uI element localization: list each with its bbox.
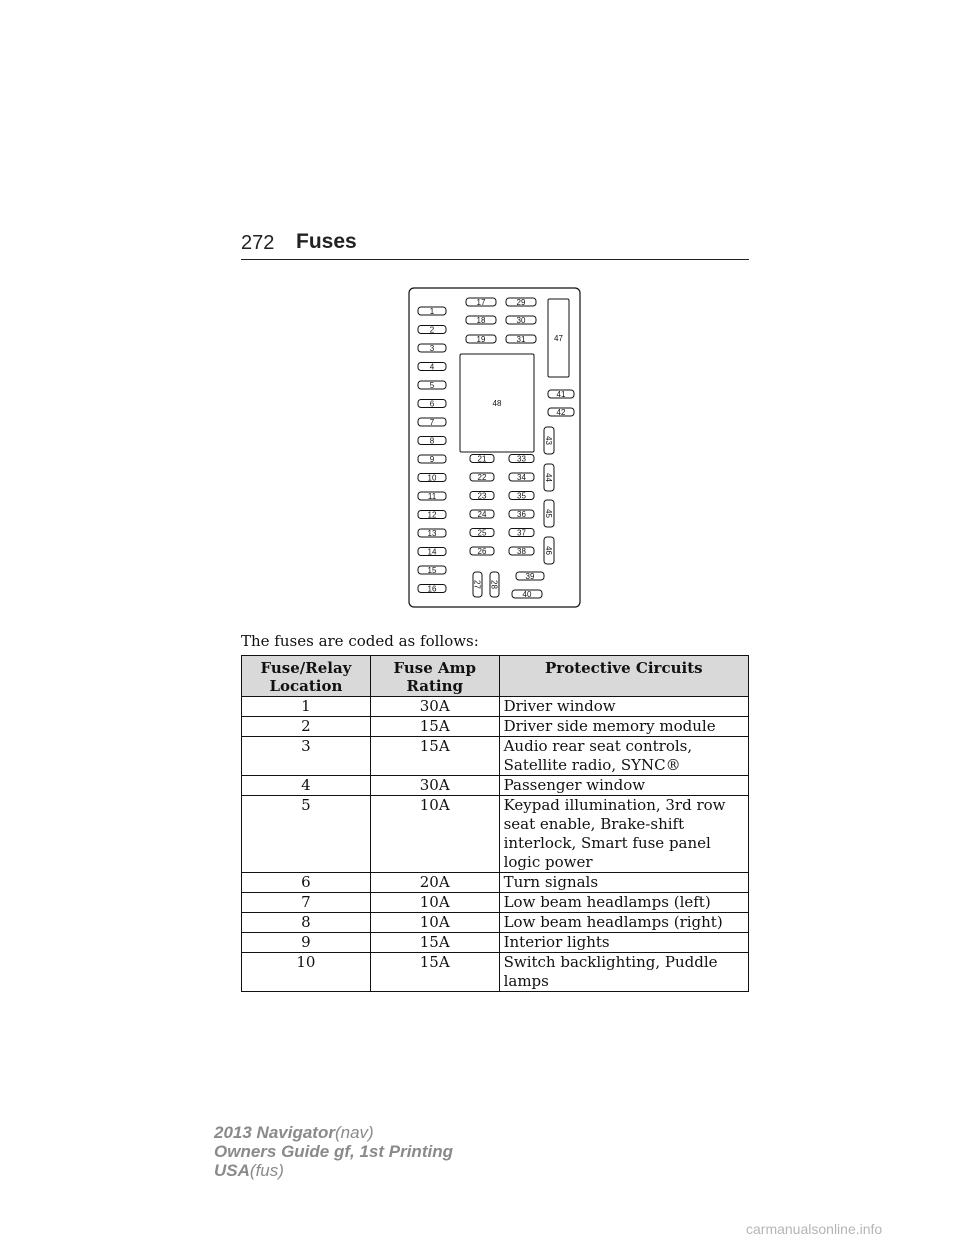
fuse-45 [544, 500, 554, 527]
footer-line-3 [214, 1161, 453, 1180]
header-rating: Fuse Amp Rating [370, 656, 499, 697]
fuse-label: 13 [427, 529, 437, 538]
fuse-label: 48 [492, 399, 502, 408]
table-row [242, 873, 749, 893]
fuse-label: 34 [517, 473, 526, 482]
fuse-label: 41 [556, 390, 566, 399]
fuse-38 [509, 547, 534, 556]
fuse-15 [418, 566, 446, 575]
cell-rating: 15A [370, 953, 499, 992]
footer-line-1 [214, 1123, 453, 1142]
cell-location: 7 [242, 893, 371, 913]
cell-circuits: Interior lights [499, 933, 748, 953]
fuse-label: 11 [427, 492, 437, 501]
fuse-table [241, 655, 749, 992]
intro-text: The fuses are coded as follows: [241, 632, 479, 650]
table-row [242, 776, 749, 796]
fuse-label: 8 [429, 436, 435, 446]
cell-location: 6 [242, 873, 371, 893]
fuse-label: 30 [516, 316, 526, 325]
cell-circuits: Low beam headlamps (left) [499, 893, 748, 913]
fuse-label: 19 [476, 335, 486, 344]
table-row [242, 796, 749, 873]
fuse-4 [418, 363, 446, 372]
fuse-34 [509, 473, 534, 482]
fuse-16 [418, 585, 446, 594]
fuse-label: 6 [429, 399, 435, 409]
cell-location: 4 [242, 776, 371, 796]
footer-line-2 [214, 1142, 453, 1161]
fuse-44 [544, 464, 554, 491]
fuse-7 [418, 418, 446, 427]
fuse-label: 4 [429, 362, 435, 372]
fuse-label: 25 [477, 528, 487, 538]
fuse-11 [418, 492, 446, 501]
fuse-label: 12 [427, 510, 437, 520]
cell-rating: 10A [370, 913, 499, 933]
fuse-23 [470, 492, 494, 501]
cell-circuits: Switch backlighting, Puddle lamps [499, 953, 748, 992]
fuse-29 [506, 298, 536, 307]
fuse-label: 38 [517, 547, 526, 556]
cell-rating: 15A [370, 933, 499, 953]
fuse-30 [506, 316, 536, 325]
fuse-8 [418, 437, 446, 446]
fuse-label: 5 [429, 381, 435, 390]
fuse-28 [490, 572, 500, 597]
cell-rating: 15A [370, 737, 499, 776]
cell-circuits: Low beam headlamps (right) [499, 913, 748, 933]
fuse-33 [509, 455, 534, 464]
cell-rating: 30A [370, 776, 499, 796]
fuse-40 [512, 590, 542, 599]
fuse-label: 10 [427, 473, 437, 483]
cell-location: 10 [242, 953, 371, 992]
cell-location: 8 [242, 913, 371, 933]
footer [214, 1123, 453, 1180]
fuse-label: 43 [544, 436, 553, 445]
table-row [242, 953, 749, 992]
fuse-label: 24 [477, 510, 487, 519]
fuse-label: 2 [429, 325, 435, 335]
fuse-42 [548, 408, 574, 417]
fuse-label: 23 [477, 491, 487, 501]
fuse-10 [418, 474, 446, 483]
table-header-row [242, 656, 749, 697]
fuse-label: 15 [427, 566, 437, 575]
fuse-label: 18 [476, 316, 486, 325]
fuse-label: 1 [429, 307, 435, 316]
cell-circuits: Driver window [499, 697, 748, 717]
fuse-label: 28 [489, 580, 499, 589]
footer-edition: Owners Guide gf, 1st Printing [214, 1142, 453, 1161]
cell-location: 1 [242, 697, 371, 717]
cell-rating: 10A [370, 796, 499, 873]
header-rule [241, 259, 749, 260]
fuse-12 [418, 511, 446, 520]
fuse-3 [418, 344, 446, 353]
fuse-label: 35 [517, 491, 526, 501]
fuse-label: 22 [477, 473, 487, 482]
cell-location: 2 [242, 717, 371, 737]
fuse-6 [418, 400, 446, 409]
fuse-label: 21 [477, 454, 487, 464]
fuse-label: 44 [544, 473, 553, 482]
fuse-label: 47 [554, 334, 563, 343]
cell-rating: 15A [370, 717, 499, 737]
fuse-9 [418, 455, 446, 464]
fuse-39 [516, 572, 544, 581]
fuse-35 [509, 492, 534, 501]
fuse-24 [470, 510, 494, 519]
fuse-label: 17 [476, 298, 486, 307]
fuse-48 [460, 354, 534, 452]
table-row [242, 717, 749, 737]
fuse-label: 16 [427, 584, 437, 594]
fuse-label: 31 [516, 335, 526, 344]
fuse-27 [473, 572, 483, 597]
table-row [242, 697, 749, 717]
fuse-43 [544, 427, 554, 454]
fuse-panel-diagram [408, 287, 582, 609]
cell-rating: 20A [370, 873, 499, 893]
fuse-label: 7 [429, 418, 435, 427]
fuse-41 [548, 390, 574, 399]
fuse-label: 27 [472, 580, 482, 589]
fuse-37 [509, 529, 534, 538]
cell-circuits: Passenger window [499, 776, 748, 796]
fuse-label: 39 [525, 572, 535, 581]
fuse-31 [506, 335, 536, 344]
fuse-21 [470, 455, 494, 464]
cell-location: 3 [242, 737, 371, 776]
fuse-label: 33 [517, 454, 526, 464]
fuse-5 [418, 381, 446, 390]
table-row [242, 933, 749, 953]
fuse-25 [470, 529, 494, 538]
fuse-label: 36 [517, 510, 526, 519]
table-row [242, 893, 749, 913]
cell-circuits: Audio rear seat controls, Satellite radio, SYNC® [499, 737, 748, 776]
fuse-label: 9 [429, 455, 435, 464]
cell-location: 9 [242, 933, 371, 953]
fuse-label: 3 [429, 344, 435, 353]
fuse-17 [466, 298, 496, 307]
footer-market-code: (fus) [249, 1161, 284, 1180]
footer-model: 2013 Navigator [214, 1123, 335, 1142]
fuse-label: 46 [544, 546, 553, 555]
fuse-label: 26 [477, 547, 487, 556]
fuse-label: 37 [517, 528, 526, 538]
header-circuits: Protective Circuits [499, 656, 748, 697]
cell-circuits: Keypad illumination, 3rd row seat enable, Brake-shift interlock, Smart fuse panel logic power [499, 796, 748, 873]
fuse-47 [548, 299, 569, 377]
fuse-26 [470, 547, 494, 556]
footer-market: USA [214, 1161, 250, 1180]
cell-location: 5 [242, 796, 371, 873]
fuse-46 [544, 537, 554, 564]
fuse-13 [418, 529, 446, 538]
fuse-label: 14 [427, 547, 437, 557]
fuse-22 [470, 473, 494, 482]
footer-model-code: (nav) [334, 1123, 374, 1142]
fuse-label: 42 [556, 408, 566, 417]
fuse-label: 45 [544, 509, 553, 518]
fuse-label: 40 [522, 590, 532, 599]
cell-circuits: Turn signals [499, 873, 748, 893]
cell-rating: 30A [370, 697, 499, 717]
header-location: Fuse/Relay Location [242, 656, 371, 697]
fuse-2 [418, 326, 446, 335]
fuse-36 [509, 510, 534, 519]
fuse-19 [466, 335, 496, 344]
cell-circuits: Driver side memory module [499, 717, 748, 737]
table-row [242, 737, 749, 776]
table-row [242, 913, 749, 933]
fuse-label: 29 [516, 298, 526, 307]
section-title: Fuses [296, 230, 357, 253]
watermark: carmanualsonline.info [746, 1221, 883, 1237]
cell-rating: 10A [370, 893, 499, 913]
fuse-18 [466, 316, 496, 325]
fuse-1 [418, 307, 446, 316]
fuse-14 [418, 548, 446, 557]
page-number: 272 [241, 232, 275, 254]
